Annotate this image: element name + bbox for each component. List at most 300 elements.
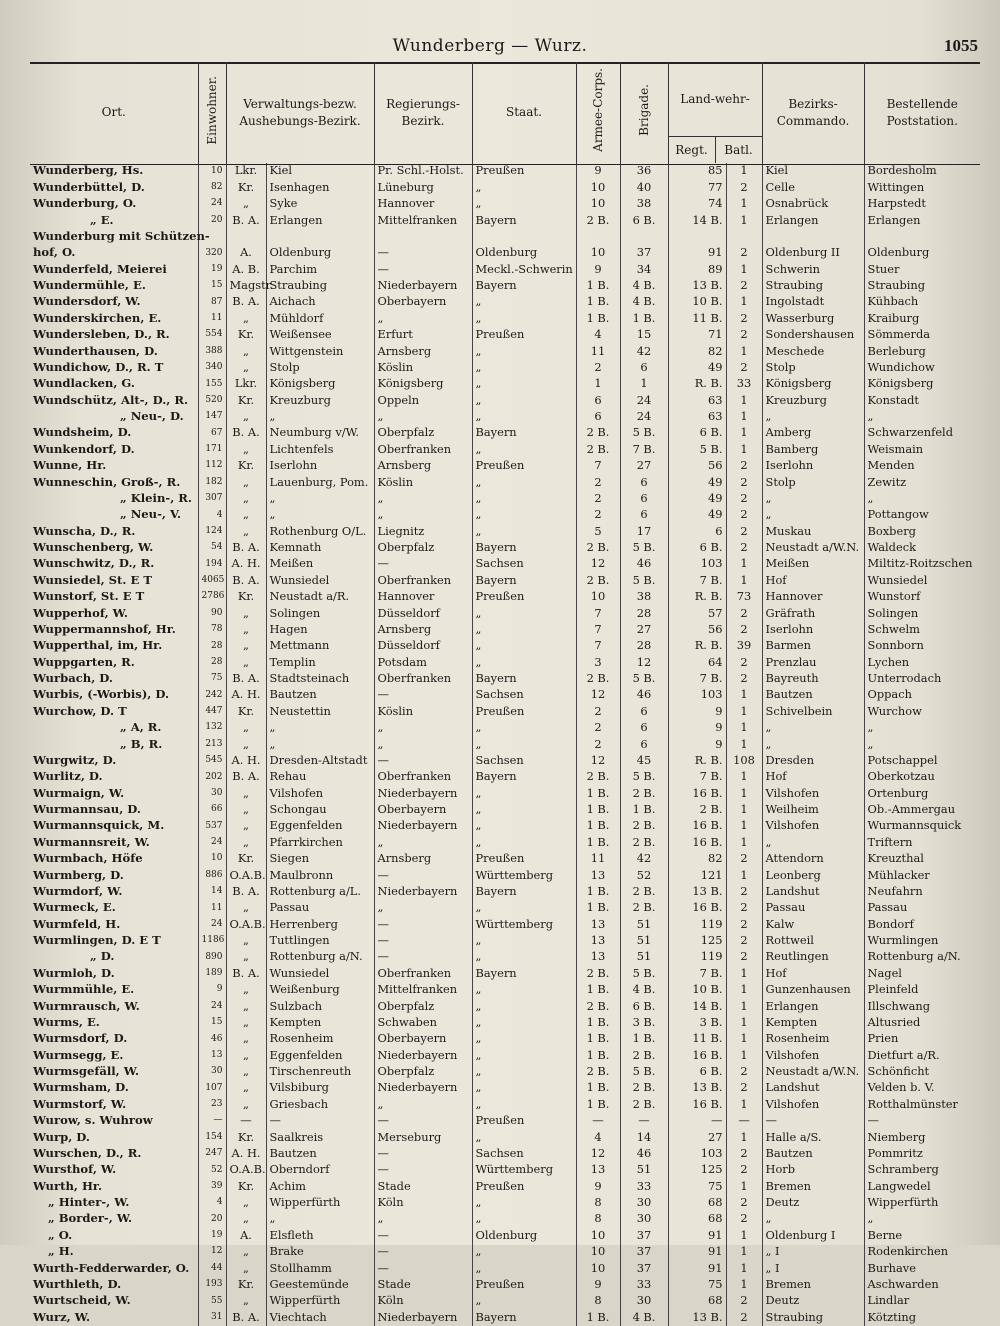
cell-verwaltung-bezirk: Vilsbiburg	[266, 1080, 374, 1096]
cell-bezirkskommando: Rottweil	[762, 933, 864, 949]
cell-bataillon: 1	[726, 1096, 762, 1112]
cell-bataillon: 2	[726, 1146, 762, 1162]
cell-staat: Bayern	[472, 278, 576, 294]
cell-regiment: 91	[668, 1227, 726, 1243]
cell-bezirkskommando: Bautzen	[762, 687, 864, 703]
cell-regierungsbezirk: Oppeln	[374, 392, 472, 408]
table-row	[30, 540, 980, 556]
cell-regierungsbezirk: „	[374, 900, 472, 916]
cell-einwohner: 320	[198, 245, 226, 261]
cell-staat: „	[472, 179, 576, 195]
cell-einwohner: 19	[198, 1227, 226, 1243]
cell-bezirkskommando: Celle	[762, 179, 864, 195]
cell-staat: „	[472, 1015, 576, 1031]
cell-staat: „	[472, 1244, 576, 1260]
cell-bezirkskommando: Reutlingen	[762, 949, 864, 965]
cell-bezirkskommando: Wasserburg	[762, 310, 864, 326]
cell-regiment: 125	[668, 933, 726, 949]
cell-verwaltung-type: Magstr.	[226, 278, 266, 294]
cell-bezirkskommando: Deutz	[762, 1293, 864, 1309]
cell-verwaltung-type: „	[226, 360, 266, 376]
cell-brigade: 4 B.	[620, 1309, 668, 1325]
cell-regierungsbezirk: Hannover	[374, 589, 472, 605]
cell-verwaltung-type: A. H.	[226, 753, 266, 769]
cell-ort: Wupperthal, im, Hr.	[33, 638, 163, 653]
cell-verwaltung-type: Kr.	[226, 179, 266, 195]
cell-regierungsbezirk: —	[374, 1146, 472, 1162]
cell-armee-corps: 8	[576, 1293, 620, 1309]
cell-armee-corps: 11	[576, 851, 620, 867]
cell-verwaltung-bezirk: Elsfleth	[266, 1227, 374, 1243]
cell-regiment: R. B.	[668, 638, 726, 654]
cell-regiment: 16 B.	[668, 1047, 726, 1063]
cell-einwohner: 30	[198, 1064, 226, 1080]
table-row	[30, 1293, 980, 1309]
cell-bezirkskommando: Oldenburg II	[762, 245, 864, 261]
cell-poststation: Schwelm	[864, 622, 980, 638]
cell-regierungsbezirk: Lüneburg	[374, 179, 472, 195]
cell-poststation: Pommritz	[864, 1146, 980, 1162]
cell-poststation: Mühlacker	[864, 867, 980, 883]
table-row	[30, 261, 980, 277]
cell-ort: Wurmsham, D.	[33, 1080, 129, 1095]
cell-staat: Sachsen	[472, 1146, 576, 1162]
cell-regiment: 16 B.	[668, 818, 726, 834]
cell-ort: Wunderburg mit Schützen-	[33, 228, 210, 243]
table-row	[30, 589, 980, 605]
cell-regiment: 49	[668, 491, 726, 507]
cell-bataillon: 1	[726, 441, 762, 457]
cell-einwohner: 30	[198, 785, 226, 801]
cell-regierungsbezirk: Mittelfranken	[374, 982, 472, 998]
cell-einwohner: 154	[198, 1129, 226, 1145]
cell-verwaltung-bezirk: Eggenfelden	[266, 818, 374, 834]
cell-staat: Württemberg	[472, 916, 576, 932]
cell-poststation: Dietfurt a/R.	[864, 1047, 980, 1063]
cell-regierungsbezirk: „	[374, 1211, 472, 1227]
cell-brigade: 37	[620, 1244, 668, 1260]
cell-bezirkskommando: Amberg	[762, 425, 864, 441]
cell-verwaltung-type: Kr.	[226, 1178, 266, 1194]
table-row	[30, 933, 980, 949]
cell-poststation: Boxberg	[864, 523, 980, 539]
cell-verwaltung-type: „	[226, 933, 266, 949]
cell-staat: „	[472, 1080, 576, 1096]
cell-armee-corps: 10	[576, 589, 620, 605]
cell-einwohner: 87	[198, 294, 226, 310]
cell-bataillon: 1	[726, 294, 762, 310]
cell-einwohner: 155	[198, 376, 226, 392]
cell-brigade: 6	[620, 736, 668, 752]
cell-regiment: 13 B.	[668, 1309, 726, 1325]
cell-bataillon: 1	[726, 867, 762, 883]
cell-armee-corps: 1	[576, 376, 620, 392]
cell-verwaltung-type: „	[226, 491, 266, 507]
cell-staat: „	[472, 196, 576, 212]
cell-einwohner: 340	[198, 360, 226, 376]
cell-poststation: Nagel	[864, 965, 980, 981]
cell-bataillon: 1	[726, 343, 762, 359]
cell-verwaltung-bezirk: Stadtsteinach	[266, 671, 374, 687]
cell-regiment: 7 B.	[668, 671, 726, 687]
cell-verwaltung-type: O.A.B.	[226, 867, 266, 883]
table-row	[30, 965, 980, 981]
cell-brigade: 5 B.	[620, 425, 668, 441]
cell-bezirkskommando: Horb	[762, 1162, 864, 1178]
cell-regiment: 11 B.	[668, 1031, 726, 1047]
cell-poststation: „	[864, 409, 980, 425]
cell-armee-corps: 1 B.	[576, 818, 620, 834]
cell-bezirkskommando: „	[762, 491, 864, 507]
cell-verwaltung-type: B. A.	[226, 1309, 266, 1325]
cell-staat: Bayern	[472, 572, 576, 588]
cell-brigade: 6 B.	[620, 212, 668, 228]
cell-verwaltung-type: Kr.	[226, 589, 266, 605]
cell-brigade: 45	[620, 753, 668, 769]
cell-verwaltung-bezirk: Wunsiedel	[266, 965, 374, 981]
cell-bezirkskommando: Sondershausen	[762, 327, 864, 343]
cell-armee-corps: 8	[576, 1195, 620, 1211]
table-row	[30, 1195, 980, 1211]
cell-verwaltung-type: B. A.	[226, 671, 266, 687]
col-landwehr	[668, 62, 762, 163]
cell-ort: „ H.	[48, 1244, 74, 1259]
cell-verwaltung-bezirk: Neumburg v/W.	[266, 425, 374, 441]
cell-ort: Wurgwitz, D.	[33, 752, 117, 767]
cell-verwaltung-bezirk: Tuttlingen	[266, 933, 374, 949]
cell-bataillon: 1	[726, 409, 762, 425]
cell-einwohner: 890	[198, 949, 226, 965]
col-regt: Regt.	[675, 142, 708, 157]
cell-armee-corps: 7	[576, 458, 620, 474]
cell-verwaltung-type: Lkr.	[226, 376, 266, 392]
table-row	[30, 605, 980, 621]
cell-bataillon: 2	[726, 540, 762, 556]
cell-brigade: 1 B.	[620, 310, 668, 326]
cell-bataillon: 2	[726, 900, 762, 916]
cell-verwaltung-type: B. A.	[226, 965, 266, 981]
cell-verwaltung-bezirk: Erlangen	[266, 212, 374, 228]
cell-regiment: 57	[668, 605, 726, 621]
cell-bataillon: 2	[726, 491, 762, 507]
cell-regiment: 77	[668, 179, 726, 195]
cell-verwaltung-type: „	[226, 310, 266, 326]
cell-staat: Bayern	[472, 212, 576, 228]
cell-verwaltung-type: „	[226, 736, 266, 752]
cell-bezirkskommando: Erlangen	[762, 212, 864, 228]
table-row	[30, 360, 980, 376]
cell-bezirkskommando: Hof	[762, 769, 864, 785]
cell-regiment: 14 B.	[668, 212, 726, 228]
cell-einwohner: 242	[198, 687, 226, 703]
cell-verwaltung-type: „	[226, 1195, 266, 1211]
cell-staat: Preußen	[472, 1178, 576, 1194]
cell-verwaltung-type: „	[226, 343, 266, 359]
cell-regiment: R. B.	[668, 753, 726, 769]
cell-ort: Wurmaign, W.	[33, 785, 125, 800]
cell-regierungsbezirk	[374, 229, 472, 245]
cell-poststation: Wurmlingen	[864, 933, 980, 949]
cell-brigade: 33	[620, 1277, 668, 1293]
cell-brigade	[620, 229, 668, 245]
cell-bezirkskommando: Schwerin	[762, 261, 864, 277]
cell-regiment: 119	[668, 949, 726, 965]
cell-verwaltung-type: „	[226, 1080, 266, 1096]
cell-bataillon: 2	[726, 605, 762, 621]
cell-armee-corps: 1 B.	[576, 294, 620, 310]
cell-regiment: 75	[668, 1178, 726, 1194]
table-row	[30, 1277, 980, 1293]
cell-bataillon: 1	[726, 982, 762, 998]
cell-ort: „ E.	[90, 212, 114, 227]
cell-poststation: Miltitz-Roitzschen	[864, 556, 980, 572]
cell-staat: Oldenburg	[472, 1227, 576, 1243]
cell-verwaltung-bezirk: „	[266, 720, 374, 736]
table-row	[30, 523, 980, 539]
cell-staat: Bayern	[472, 425, 576, 441]
cell-verwaltung-type: „	[226, 1211, 266, 1227]
cell-poststation: Kraiburg	[864, 310, 980, 326]
cell-regierungsbezirk: —	[374, 1260, 472, 1276]
cell-armee-corps: 1 B.	[576, 1080, 620, 1096]
cell-staat: „	[472, 998, 576, 1014]
table-row	[30, 425, 980, 441]
cell-bezirkskommando: Halle a/S.	[762, 1129, 864, 1145]
cell-regiment: 9	[668, 736, 726, 752]
cell-bezirkskommando: Schivelbein	[762, 703, 864, 719]
cell-poststation: Menden	[864, 458, 980, 474]
cell-poststation: „	[864, 736, 980, 752]
cell-ort: Wurlitz, D.	[33, 769, 103, 784]
cell-regierungsbezirk: Schwaben	[374, 1015, 472, 1031]
cell-einwohner: 54	[198, 540, 226, 556]
cell-regierungsbezirk: Mittelfranken	[374, 212, 472, 228]
table-row	[30, 785, 980, 801]
cell-ort: Wunderberg, Hs.	[33, 163, 144, 178]
cell-verwaltung-bezirk: Rehau	[266, 769, 374, 785]
cell-ort: Wurmlingen, D. E T	[33, 933, 161, 948]
cell-bezirkskommando: Gunzenhausen	[762, 982, 864, 998]
cell-regierungsbezirk: Oberbayern	[374, 1031, 472, 1047]
cell-regierungsbezirk: —	[374, 916, 472, 932]
cell-bezirkskommando: Barmen	[762, 638, 864, 654]
cell-brigade: 37	[620, 1260, 668, 1276]
cell-einwohner: 20	[198, 212, 226, 228]
cell-regiment: 91	[668, 1244, 726, 1260]
cell-verwaltung-type: „	[226, 818, 266, 834]
cell-ort: Wundersleben, D., R.	[33, 327, 170, 342]
cell-bezirkskommando: Prenzlau	[762, 654, 864, 670]
cell-einwohner: 24	[198, 196, 226, 212]
cell-verwaltung-bezirk: Stolp	[266, 360, 374, 376]
cell-regiment: 119	[668, 916, 726, 932]
cell-einwohner: 15	[198, 278, 226, 294]
cell-poststation: —	[864, 1113, 980, 1129]
cell-verwaltung-bezirk: Eggenfelden	[266, 1047, 374, 1063]
cell-staat: „	[472, 949, 576, 965]
cell-verwaltung-bezirk: Kiel	[266, 163, 374, 179]
cell-regiment: 11 B.	[668, 310, 726, 326]
cell-verwaltung-type: B. A.	[226, 212, 266, 228]
cell-regierungsbezirk: Niederbayern	[374, 785, 472, 801]
cell-verwaltung-type: Kr.	[226, 1129, 266, 1145]
cell-verwaltung-bezirk: Parchim	[266, 261, 374, 277]
cell-armee-corps: 1 B.	[576, 785, 620, 801]
cell-regierungsbezirk: Potsdam	[374, 654, 472, 670]
cell-einwohner: 13	[198, 1047, 226, 1063]
cell-verwaltung-type: „	[226, 654, 266, 670]
cell-poststation: Burhave	[864, 1260, 980, 1276]
cell-poststation: Kühbach	[864, 294, 980, 310]
cell-bezirkskommando: Gräfrath	[762, 605, 864, 621]
cell-verwaltung-type: „	[226, 196, 266, 212]
cell-poststation: Altusried	[864, 1015, 980, 1031]
cell-bataillon: 2	[726, 278, 762, 294]
cell-staat: „	[472, 802, 576, 818]
cell-brigade: 51	[620, 916, 668, 932]
cell-bataillon: 2	[726, 1080, 762, 1096]
col-einwohner: Einwohner.	[198, 62, 226, 163]
cell-verwaltung-bezirk: „	[266, 409, 374, 425]
cell-brigade: 24	[620, 409, 668, 425]
cell-ort: Wurow, s. Wuhrow	[33, 1113, 153, 1128]
cell-poststation: Unterrodach	[864, 671, 980, 687]
table-row	[30, 982, 980, 998]
cell-regiment: 6 B.	[668, 540, 726, 556]
cell-bezirkskommando: Meißen	[762, 556, 864, 572]
col-ort: Ort.	[101, 105, 126, 120]
cell-bezirkskommando: Deutz	[762, 1195, 864, 1211]
cell-einwohner: 28	[198, 654, 226, 670]
cell-poststation: Rottenburg a/N.	[864, 949, 980, 965]
cell-verwaltung-bezirk: Brake	[266, 1244, 374, 1260]
cell-regierungsbezirk: Niederbayern	[374, 884, 472, 900]
cell-armee-corps: 8	[576, 1211, 620, 1227]
cell-verwaltung-bezirk: „	[266, 1211, 374, 1227]
cell-verwaltung-type: „	[226, 638, 266, 654]
cell-poststation: Solingen	[864, 605, 980, 621]
table-row	[30, 409, 980, 425]
cell-brigade: 52	[620, 867, 668, 883]
cell-ort: Wurbach, D.	[33, 671, 113, 686]
cell-bataillon: 1	[726, 1047, 762, 1063]
cell-verwaltung-bezirk: Stollhamm	[266, 1260, 374, 1276]
cell-bezirkskommando: Bamberg	[762, 441, 864, 457]
cell-brigade: 2 B.	[620, 1096, 668, 1112]
cell-regiment: 82	[668, 343, 726, 359]
cell-ort: „ O.	[48, 1227, 73, 1242]
cell-poststation: Bordesholm	[864, 163, 980, 179]
cell-bataillon: 1	[726, 1244, 762, 1260]
cell-einwohner: 545	[198, 753, 226, 769]
cell-staat: „	[472, 310, 576, 326]
cell-staat: „	[472, 982, 576, 998]
cell-regierungsbezirk: Köln	[374, 1293, 472, 1309]
cell-staat: „	[472, 294, 576, 310]
cell-staat: Preußen	[472, 589, 576, 605]
cell-bataillon: 1	[726, 1227, 762, 1243]
cell-bataillon: 2	[726, 916, 762, 932]
table-row	[30, 1260, 980, 1276]
cell-bataillon: 1	[726, 818, 762, 834]
cell-ort: „ D.	[90, 949, 115, 964]
cell-einwohner: 147	[198, 409, 226, 425]
cell-verwaltung-bezirk: Neustadt a/R.	[266, 589, 374, 605]
cell-regierungsbezirk: „	[374, 409, 472, 425]
cell-regiment: 121	[668, 867, 726, 883]
cell-einwohner: 520	[198, 392, 226, 408]
cell-regiment: 64	[668, 654, 726, 670]
cell-verwaltung-bezirk: Lauenburg, Pom.	[266, 474, 374, 490]
cell-bataillon: 1	[726, 769, 762, 785]
cell-bataillon: 2	[726, 654, 762, 670]
cell-bezirkskommando: Landshut	[762, 884, 864, 900]
cell-brigade: 5 B.	[620, 1064, 668, 1080]
cell-poststation: Königsberg	[864, 376, 980, 392]
cell-brigade: 27	[620, 622, 668, 638]
cell-brigade: 1 B.	[620, 1031, 668, 1047]
cell-einwohner: 171	[198, 441, 226, 457]
cell-bezirkskommando: Iserlohn	[762, 622, 864, 638]
cell-verwaltung-type: „	[226, 507, 266, 523]
cell-brigade: 37	[620, 245, 668, 261]
cell-verwaltung-bezirk: Vilshofen	[266, 785, 374, 801]
cell-ort: Wurmsgefäll, W.	[33, 1064, 139, 1079]
table-row	[30, 884, 980, 900]
cell-bataillon: 2	[726, 458, 762, 474]
cell-bataillon: 1	[726, 163, 762, 179]
cell-bataillon: 1	[726, 802, 762, 818]
cell-brigade: 36	[620, 163, 668, 179]
cell-einwohner: 202	[198, 769, 226, 785]
cell-verwaltung-type: —	[226, 1113, 266, 1129]
cell-einwohner: 2786	[198, 589, 226, 605]
cell-verwaltung-bezirk: Wipperfürth	[266, 1293, 374, 1309]
cell-verwaltung-bezirk: Passau	[266, 900, 374, 916]
cell-poststation: Wunstorf	[864, 589, 980, 605]
cell-verwaltung-type: „	[226, 1031, 266, 1047]
cell-regiment: 27	[668, 1129, 726, 1145]
cell-regierungsbezirk: Niederbayern	[374, 1309, 472, 1325]
cell-regierungsbezirk: „	[374, 507, 472, 523]
cell-staat: Preußen	[472, 851, 576, 867]
cell-einwohner: 19	[198, 261, 226, 277]
cell-ort: Wurmdorf, W.	[33, 883, 123, 898]
cell-staat: „	[472, 1129, 576, 1145]
cell-poststation: „	[864, 720, 980, 736]
cell-poststation: Illschwang	[864, 998, 980, 1014]
cell-regiment: 85	[668, 163, 726, 179]
cell-staat: „	[472, 785, 576, 801]
table-row	[30, 1244, 980, 1260]
cell-verwaltung-bezirk: Siegen	[266, 851, 374, 867]
cell-brigade: 17	[620, 523, 668, 539]
cell-ort: Wuppgarten, R.	[33, 654, 135, 669]
cell-staat: „	[472, 818, 576, 834]
cell-verwaltung-type: B. A.	[226, 294, 266, 310]
cell-verwaltung-bezirk: Kempten	[266, 1015, 374, 1031]
cell-staat: „	[472, 1047, 576, 1063]
table-row	[30, 736, 980, 752]
cell-brigade: 2 B.	[620, 818, 668, 834]
cell-verwaltung-bezirk: Herrenberg	[266, 916, 374, 932]
cell-einwohner: 388	[198, 343, 226, 359]
cell-ort: Wurschen, D., R.	[33, 1145, 142, 1160]
table-row	[30, 278, 980, 294]
cell-regiment: 16 B.	[668, 834, 726, 850]
cell-ort: Wundermühle, E.	[33, 278, 146, 293]
cell-poststation: Sonnborn	[864, 638, 980, 654]
